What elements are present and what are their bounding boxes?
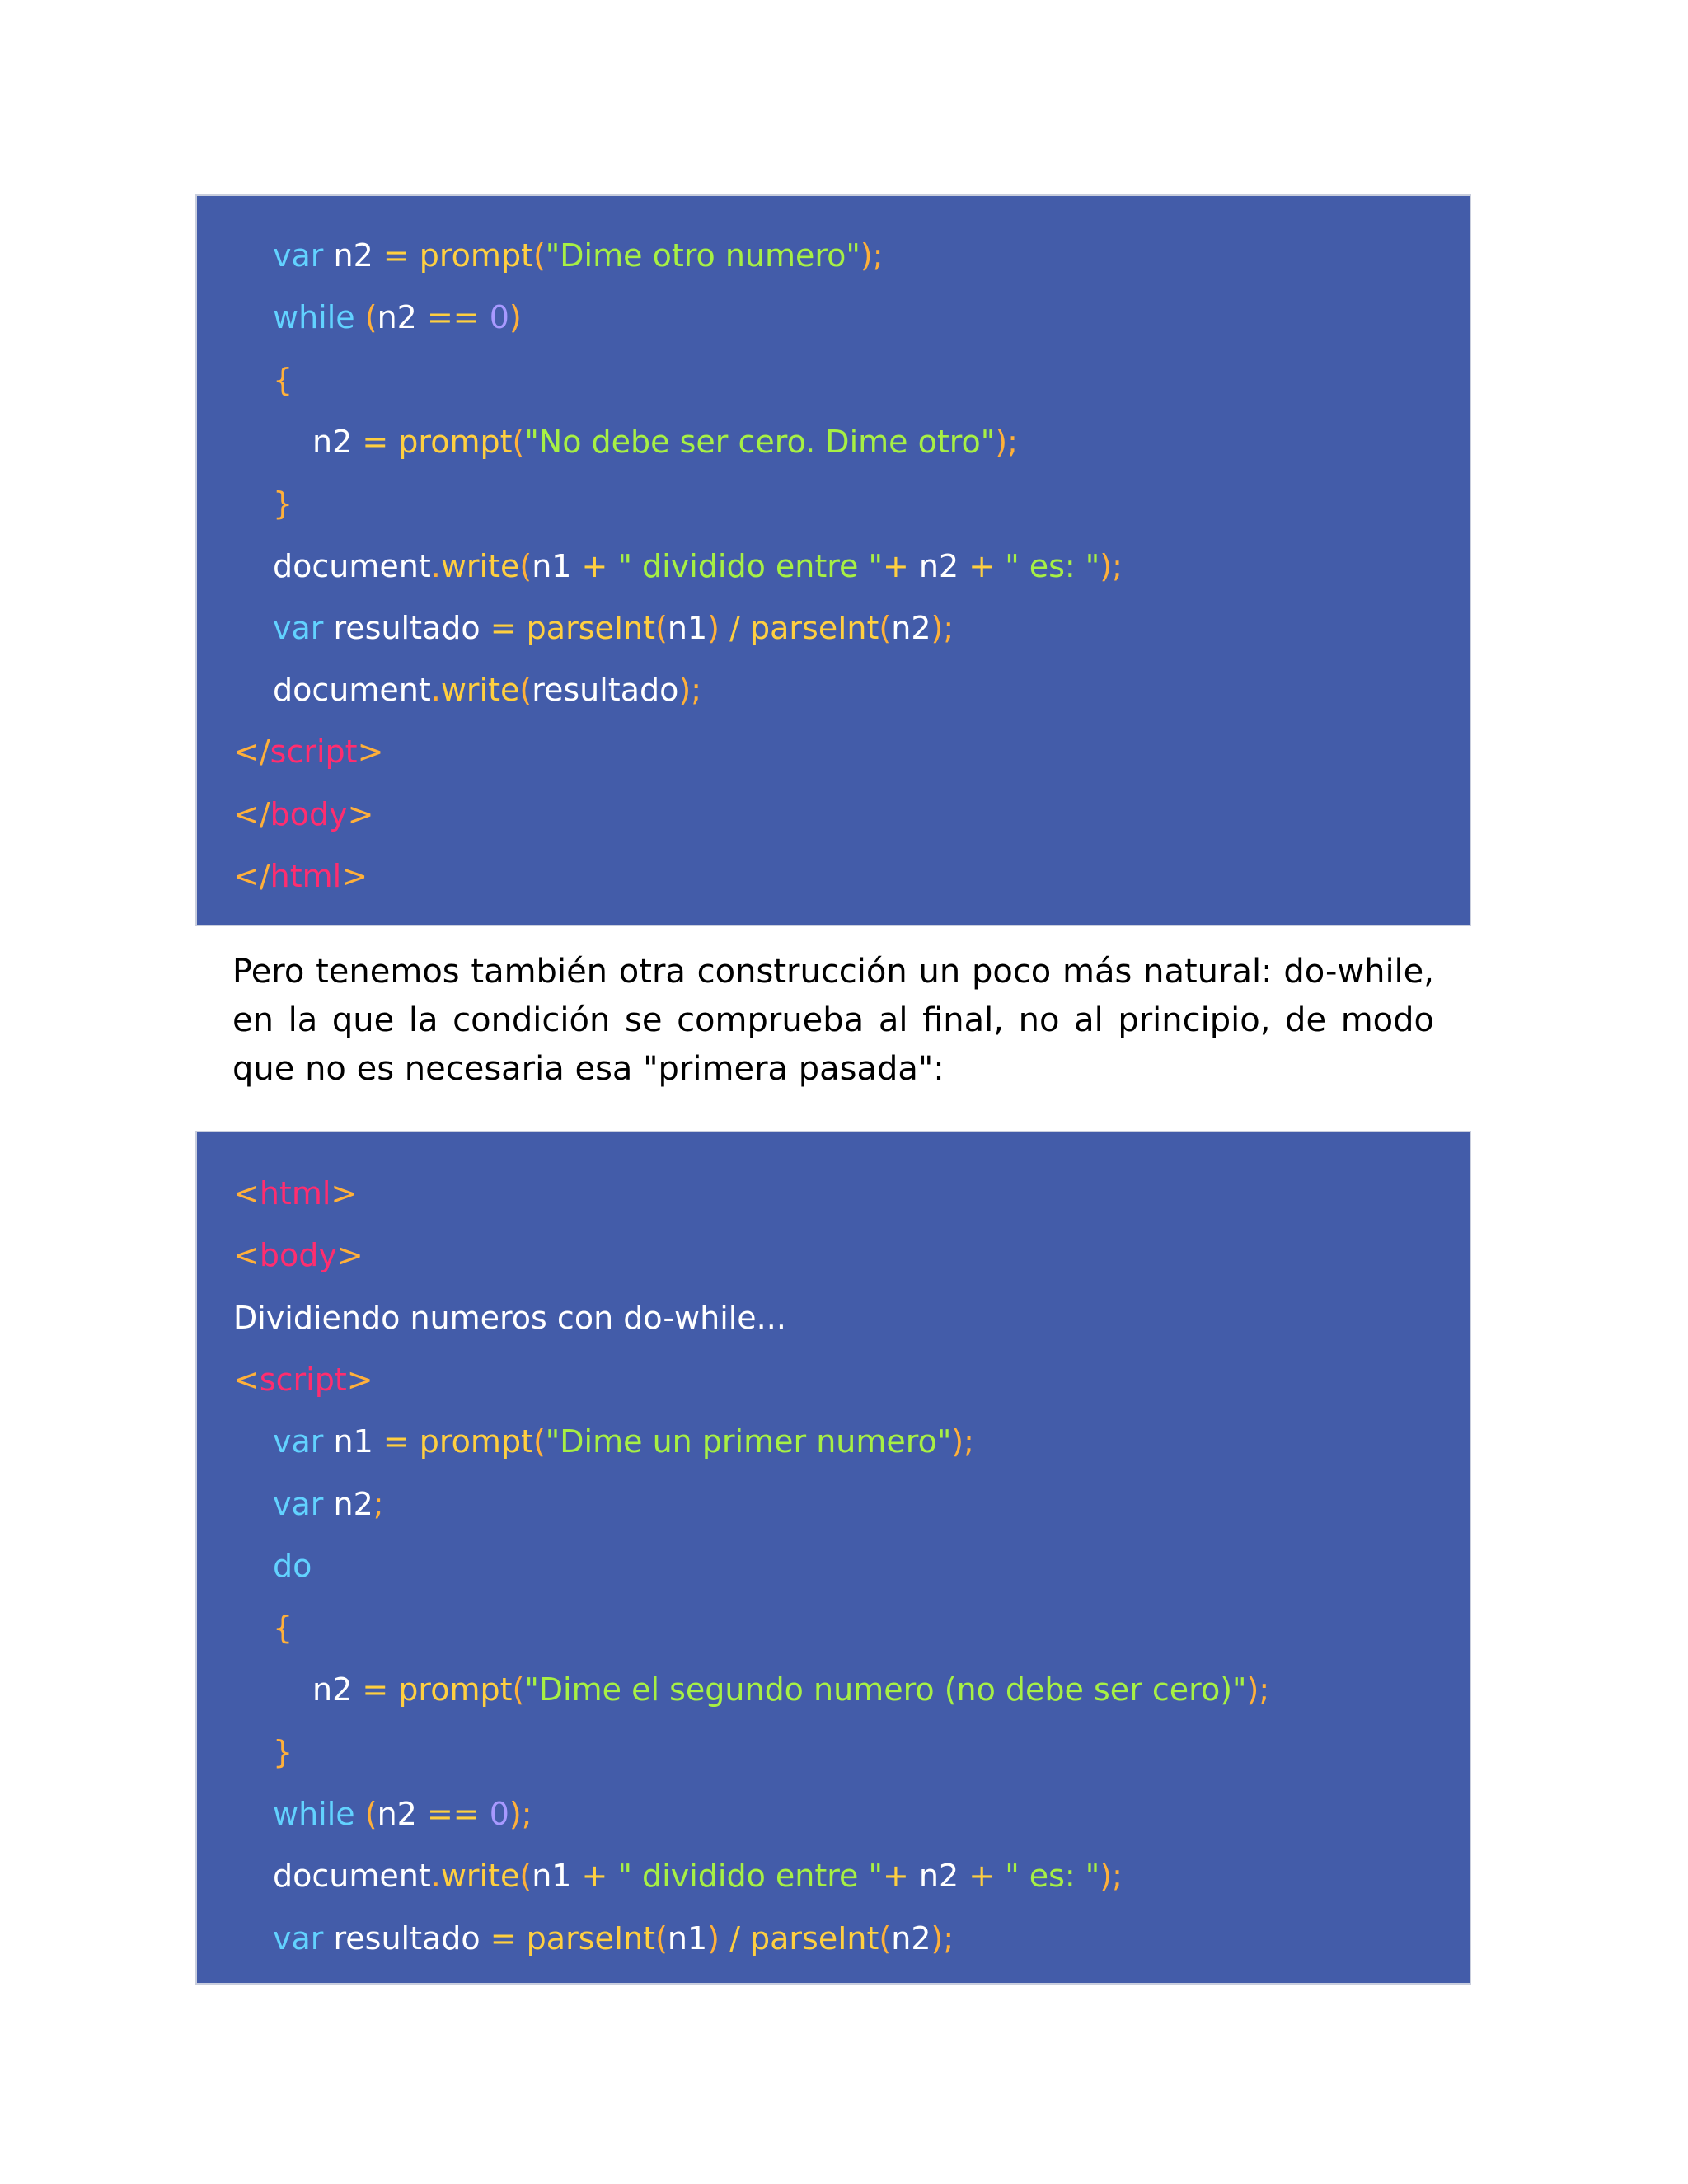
code-token: ( [655, 609, 668, 646]
code-token: ( [512, 423, 525, 460]
code-token: . [430, 672, 441, 709]
code-token: . [430, 547, 441, 584]
code-token [720, 610, 729, 646]
code-token: / [729, 609, 740, 646]
code-line [273, 608, 954, 648]
code-token [740, 1920, 750, 1957]
code-token: 0 [489, 1796, 509, 1832]
code-token: " dividido entre " [617, 547, 883, 584]
code-token: ); [860, 237, 884, 274]
code-token: ( [519, 547, 532, 584]
code-token: > [347, 795, 374, 832]
code-token: ); [678, 672, 702, 709]
code-line [233, 794, 373, 834]
code-line [273, 298, 522, 337]
code-token: ( [532, 1423, 546, 1460]
code-token: } [273, 1733, 293, 1770]
code-token: ( [512, 1671, 525, 1708]
code-token: document [273, 1858, 431, 1895]
code-token: ( [879, 1919, 892, 1957]
code-token: resultado [323, 1919, 490, 1957]
code-token [388, 1671, 398, 1708]
code-line [273, 1546, 312, 1586]
code-token: parseInt [526, 1919, 656, 1957]
code-token [995, 1858, 1005, 1894]
code-token [607, 1858, 617, 1894]
code-token: ( [519, 1858, 532, 1895]
code-token: + [882, 547, 909, 584]
code-token: n1 [323, 1423, 383, 1460]
code-block-while [195, 194, 1471, 926]
code-token: " es: " [1005, 1858, 1100, 1895]
code-token [480, 1796, 490, 1832]
code-token: = [362, 423, 389, 460]
code-token: var [273, 1485, 324, 1522]
code-token: + [581, 1858, 608, 1895]
code-token: parseInt [750, 1919, 879, 1957]
code-token [517, 1920, 527, 1957]
code-token: + [882, 1858, 909, 1895]
code-line [273, 1794, 532, 1834]
code-token: n2 [323, 1485, 373, 1522]
code-line [273, 1608, 293, 1647]
code-token: == [426, 1796, 480, 1832]
code-line [273, 1856, 1123, 1896]
code-token: parseInt [526, 609, 656, 646]
code-token: = [382, 237, 410, 274]
code-token: ; [373, 1485, 384, 1522]
code-token: ( [364, 1796, 377, 1832]
code-token: { [273, 1610, 293, 1647]
code-token: } [273, 485, 293, 523]
code-token: "Dime el segundo numero (no debe ser cero)" [524, 1671, 1247, 1708]
code-token: + [968, 1858, 996, 1895]
code-token: > [346, 1361, 373, 1398]
code-block-do-while [195, 1131, 1471, 1985]
code-token: ); [995, 423, 1018, 460]
code-token: n2 [891, 609, 931, 646]
code-token: document [273, 672, 431, 709]
code-token: write [440, 672, 520, 709]
code-token: Dividiendo numeros con do-while... [233, 1299, 786, 1336]
code-token: > [331, 1175, 358, 1212]
code-token: var [273, 1423, 324, 1460]
code-token: ); [931, 1919, 954, 1957]
code-token: prompt [419, 1423, 533, 1460]
code-token: ) [707, 1919, 720, 1957]
code-line [233, 856, 368, 896]
code-token: ( [519, 672, 532, 709]
code-token: / [729, 1919, 740, 1957]
code-token: == [426, 299, 480, 336]
code-token: document [273, 547, 431, 584]
code-token: n2 [908, 1858, 969, 1895]
code-token: write [440, 1858, 520, 1895]
body-paragraph: Pero tenemos también otra construcción un poco más natural: do-while, en la que la condición se comprueba al final, no al principio, de modo que no es necesaria esa "primera pasada": [232, 953, 1434, 1088]
code-token [388, 424, 398, 460]
code-line [233, 1298, 786, 1338]
code-token: n1 [532, 1858, 582, 1895]
code-token: n2 [312, 1671, 363, 1708]
code-token: write [440, 547, 520, 584]
code-token [355, 299, 365, 335]
code-token: script [270, 733, 358, 771]
code-line [273, 1919, 954, 1958]
code-token: n2 [891, 1919, 931, 1957]
code-token: ); [1100, 547, 1123, 584]
code-token: n2 [377, 299, 427, 336]
code-token [607, 548, 617, 584]
code-token: { [273, 361, 293, 398]
code-token: html [270, 858, 342, 894]
code-line [273, 546, 1123, 586]
code-line [273, 1484, 384, 1524]
code-token: prompt [398, 1671, 513, 1708]
code-token: var [273, 1919, 324, 1957]
code-token [995, 548, 1005, 584]
code-token: > [357, 733, 384, 771]
code-token: " dividido entre " [617, 1858, 883, 1895]
code-token: </ [233, 795, 270, 832]
code-token: parseInt [750, 609, 879, 646]
code-token: " es: " [1005, 547, 1100, 584]
code-token: < [233, 1175, 260, 1212]
code-token: > [341, 858, 368, 894]
code-token: < [233, 1237, 260, 1274]
code-line [233, 1360, 373, 1399]
code-line [273, 360, 293, 400]
code-token: n1 [532, 547, 582, 584]
code-token: ); [931, 609, 954, 646]
code-token: </ [233, 733, 270, 771]
code-token: ); [509, 1796, 532, 1832]
code-token: while [273, 299, 355, 336]
code-token: while [273, 1796, 355, 1832]
code-token: = [490, 1919, 517, 1957]
code-line [312, 1670, 1269, 1709]
code-token: < [233, 1361, 260, 1398]
code-token: var [273, 237, 324, 274]
code-token [517, 610, 527, 646]
code-token: ); [951, 1423, 974, 1460]
code-token: ) [707, 609, 720, 646]
code-token: . [430, 1858, 441, 1895]
code-token [355, 1796, 365, 1832]
code-token: 0 [489, 299, 509, 336]
code-token: do [273, 1547, 312, 1584]
code-token: n2 [908, 547, 969, 584]
code-token: resultado [323, 609, 490, 646]
code-token: = [490, 609, 517, 646]
code-line [233, 1235, 363, 1275]
code-token: ( [655, 1919, 668, 1957]
code-token: body [270, 795, 348, 832]
code-token: ( [364, 299, 377, 336]
code-token: ( [532, 237, 546, 274]
code-token: prompt [419, 237, 533, 274]
code-token: var [273, 609, 324, 646]
code-token: + [581, 547, 608, 584]
code-line [273, 1422, 974, 1461]
code-token [410, 237, 420, 274]
code-token: n2 [377, 1796, 427, 1832]
code-token: "No debe ser cero. Dime otro" [524, 423, 996, 460]
code-token: "Dime un primer numero" [545, 1423, 952, 1460]
code-token [720, 1920, 729, 1957]
code-line [233, 732, 383, 771]
code-token: prompt [398, 423, 513, 460]
code-token: </ [233, 858, 270, 894]
code-token [740, 610, 750, 646]
code-line [273, 484, 293, 523]
code-token: html [259, 1175, 331, 1212]
code-token: resultado [532, 672, 679, 709]
code-token: n2 [323, 237, 383, 274]
code-token [410, 1423, 420, 1460]
code-token: ( [879, 609, 892, 646]
code-token: ); [1100, 1858, 1123, 1895]
code-token: body [259, 1237, 337, 1274]
code-token: ); [1246, 1671, 1270, 1708]
code-token: "Dime otro numero" [545, 237, 860, 274]
code-token: = [382, 1423, 410, 1460]
code-token: + [968, 547, 996, 584]
code-line [273, 1732, 293, 1772]
code-token [480, 299, 490, 335]
code-line [273, 236, 884, 275]
code-token: ) [509, 299, 522, 336]
code-line [312, 422, 1018, 462]
code-token: n1 [667, 609, 708, 646]
code-token: n2 [312, 423, 363, 460]
code-token: script [259, 1361, 347, 1398]
code-line [273, 670, 701, 710]
code-line [233, 1174, 357, 1213]
code-token: > [336, 1237, 363, 1274]
code-token: n1 [667, 1919, 708, 1957]
code-token: = [362, 1671, 389, 1708]
